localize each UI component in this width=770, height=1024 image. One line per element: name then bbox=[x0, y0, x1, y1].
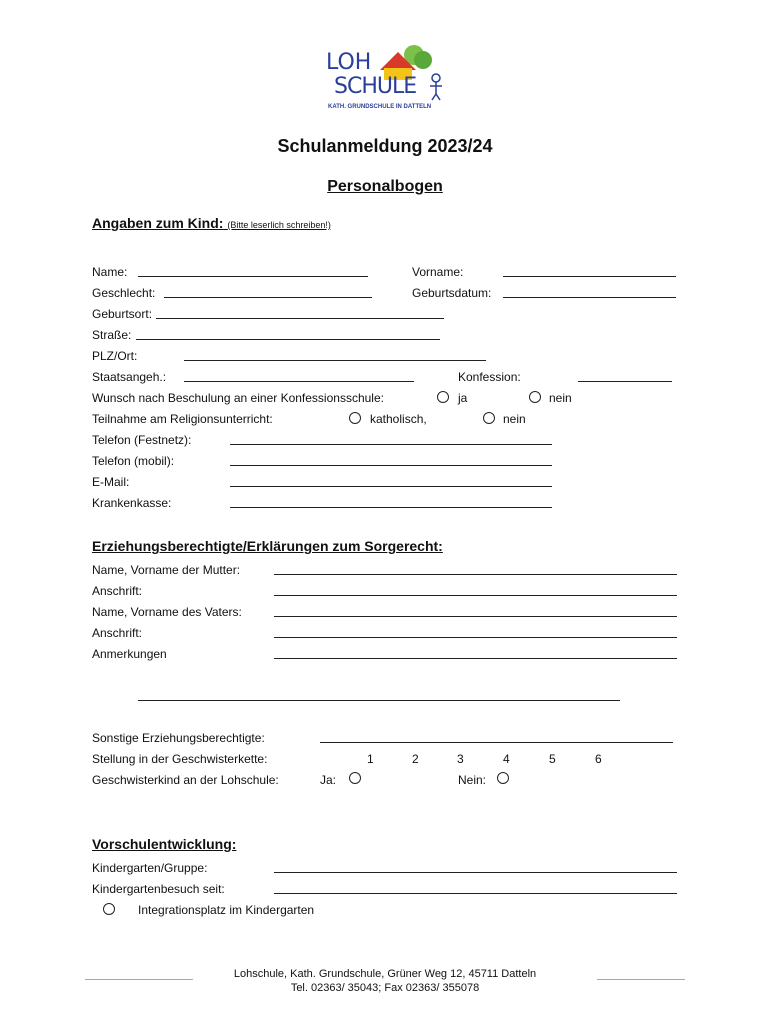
position-5[interactable]: 5 bbox=[549, 752, 556, 766]
anmerkungen-label: Anmerkungen bbox=[92, 647, 167, 661]
staatsangeh-field[interactable] bbox=[184, 381, 414, 382]
anschrift-vater-label: Anschrift: bbox=[92, 626, 143, 640]
plz-label: PLZ/Ort: bbox=[92, 349, 138, 363]
sonstige-label: Sonstige Erziehungsberechtigte: bbox=[92, 731, 265, 745]
integration-label: Integrationsplatz im Kindergarten bbox=[138, 903, 315, 917]
kind-note: (Bitte leserlich schreiben!) bbox=[227, 220, 331, 230]
religion-nein-radio[interactable] bbox=[483, 412, 495, 424]
konfession-field[interactable] bbox=[578, 381, 672, 382]
geschlecht-field[interactable] bbox=[164, 297, 372, 298]
vorname-field[interactable] bbox=[503, 276, 676, 277]
geschwister-label: Geschwisterkind an der Lohschule: bbox=[92, 773, 279, 787]
kind-heading-wrap bbox=[92, 215, 331, 231]
besuch-field[interactable] bbox=[274, 893, 677, 894]
vater-label: Name, Vorname des Vaters: bbox=[92, 605, 242, 619]
mutter-field[interactable] bbox=[274, 574, 677, 575]
page-subtitle-wrap bbox=[0, 178, 770, 196]
stellung-label: Stellung in der Geschwisterkette: bbox=[92, 752, 268, 766]
integration-radio[interactable] bbox=[103, 903, 115, 915]
vorname-label: Vorname: bbox=[412, 265, 464, 279]
geburtsort-label: Geburtsort: bbox=[92, 307, 153, 321]
religion-nein-label: nein bbox=[503, 412, 526, 426]
school-logo bbox=[320, 42, 450, 114]
geschwister-nein-label: Nein: bbox=[458, 773, 487, 787]
anmerkungen-field[interactable] bbox=[274, 658, 677, 659]
name-label: Name: bbox=[92, 265, 128, 279]
katholisch-radio[interactable] bbox=[349, 412, 361, 424]
strasse-label: Straße: bbox=[92, 328, 132, 342]
staatsangeh-label: Staatsangeh.: bbox=[92, 370, 167, 384]
vorschule-heading: Vorschulentwicklung: bbox=[92, 836, 237, 852]
plz-field[interactable] bbox=[184, 360, 486, 361]
name-field[interactable] bbox=[138, 276, 368, 277]
anschrift-vater-field[interactable] bbox=[274, 637, 677, 638]
geburtsdatum-field[interactable] bbox=[503, 297, 676, 298]
email-field[interactable] bbox=[230, 486, 552, 487]
position-4[interactable]: 4 bbox=[503, 752, 510, 766]
logo-subtitle: KATH. GRUNDSCHULE IN DATTELN bbox=[328, 104, 432, 110]
wunsch-ja-label: ja bbox=[458, 391, 468, 405]
teilnahme-label: Teilnahme am Religionsunterricht: bbox=[92, 412, 273, 426]
geschwister-ja-label: Ja: bbox=[320, 773, 337, 787]
geschwister-nein-radio[interactable] bbox=[497, 772, 509, 784]
anschrift-mutter-label: Anschrift: bbox=[92, 584, 143, 598]
footer-line2: Tel. 02363/ 35043; Fax 02363/ 355078 bbox=[290, 982, 480, 994]
konfession-label: Konfession: bbox=[458, 370, 521, 384]
position-2[interactable]: 2 bbox=[412, 752, 419, 766]
anschrift-mutter-field[interactable] bbox=[274, 595, 677, 596]
logo-line1: LOH bbox=[326, 50, 372, 75]
wunsch-nein-label: nein bbox=[549, 391, 572, 405]
footer-line1: Lohschule, Kath. Grundschule, Grüner Weg 12, 45711 Datteln bbox=[233, 968, 537, 980]
email-label: E-Mail: bbox=[92, 475, 130, 489]
wunsch-ja-radio[interactable] bbox=[437, 391, 449, 403]
besuch-label: Kindergartenbesuch seit: bbox=[92, 882, 225, 896]
strasse-field[interactable] bbox=[136, 339, 440, 340]
position-3[interactable]: 3 bbox=[457, 752, 464, 766]
anmerkungen-field-2[interactable] bbox=[138, 700, 620, 701]
position-1[interactable]: 1 bbox=[367, 752, 374, 766]
telefon-mobil-label: Telefon (mobil): bbox=[92, 454, 175, 468]
geschwister-ja-radio[interactable] bbox=[349, 772, 361, 784]
kindergarten-field[interactable] bbox=[274, 872, 677, 873]
vater-field[interactable] bbox=[274, 616, 677, 617]
geburtsdatum-label: Geburtsdatum: bbox=[412, 286, 492, 300]
mutter-label: Name, Vorname der Mutter: bbox=[92, 563, 241, 577]
krankenkasse-label: Krankenkasse: bbox=[92, 496, 172, 510]
telefon-festnetz-field[interactable] bbox=[230, 444, 552, 445]
krankenkasse-field[interactable] bbox=[230, 507, 552, 508]
logo-line2: SCHULE bbox=[334, 74, 417, 99]
geschlecht-label: Geschlecht: bbox=[92, 286, 156, 300]
position-6[interactable]: 6 bbox=[595, 752, 602, 766]
telefon-festnetz-label: Telefon (Festnetz): bbox=[92, 433, 192, 447]
geburtsort-field[interactable] bbox=[156, 318, 444, 319]
page-subtitle: Personalbogen bbox=[327, 178, 443, 195]
katholisch-label: katholisch, bbox=[370, 412, 427, 426]
sorge-heading: Erziehungsberechtigte/Erklärungen zum Sorgerecht: bbox=[92, 538, 443, 554]
kindergarten-label: Kindergarten/Gruppe: bbox=[92, 861, 208, 875]
sonstige-field[interactable] bbox=[320, 742, 673, 743]
telefon-mobil-field[interactable] bbox=[230, 465, 552, 466]
kind-heading: Angaben zum Kind: bbox=[92, 215, 224, 231]
wunsch-nein-radio[interactable] bbox=[529, 391, 541, 403]
wunsch-label: Wunsch nach Beschulung an einer Konfessionsschule: bbox=[92, 391, 384, 405]
page-title: Schulanmeldung 2023/24 bbox=[277, 136, 493, 156]
